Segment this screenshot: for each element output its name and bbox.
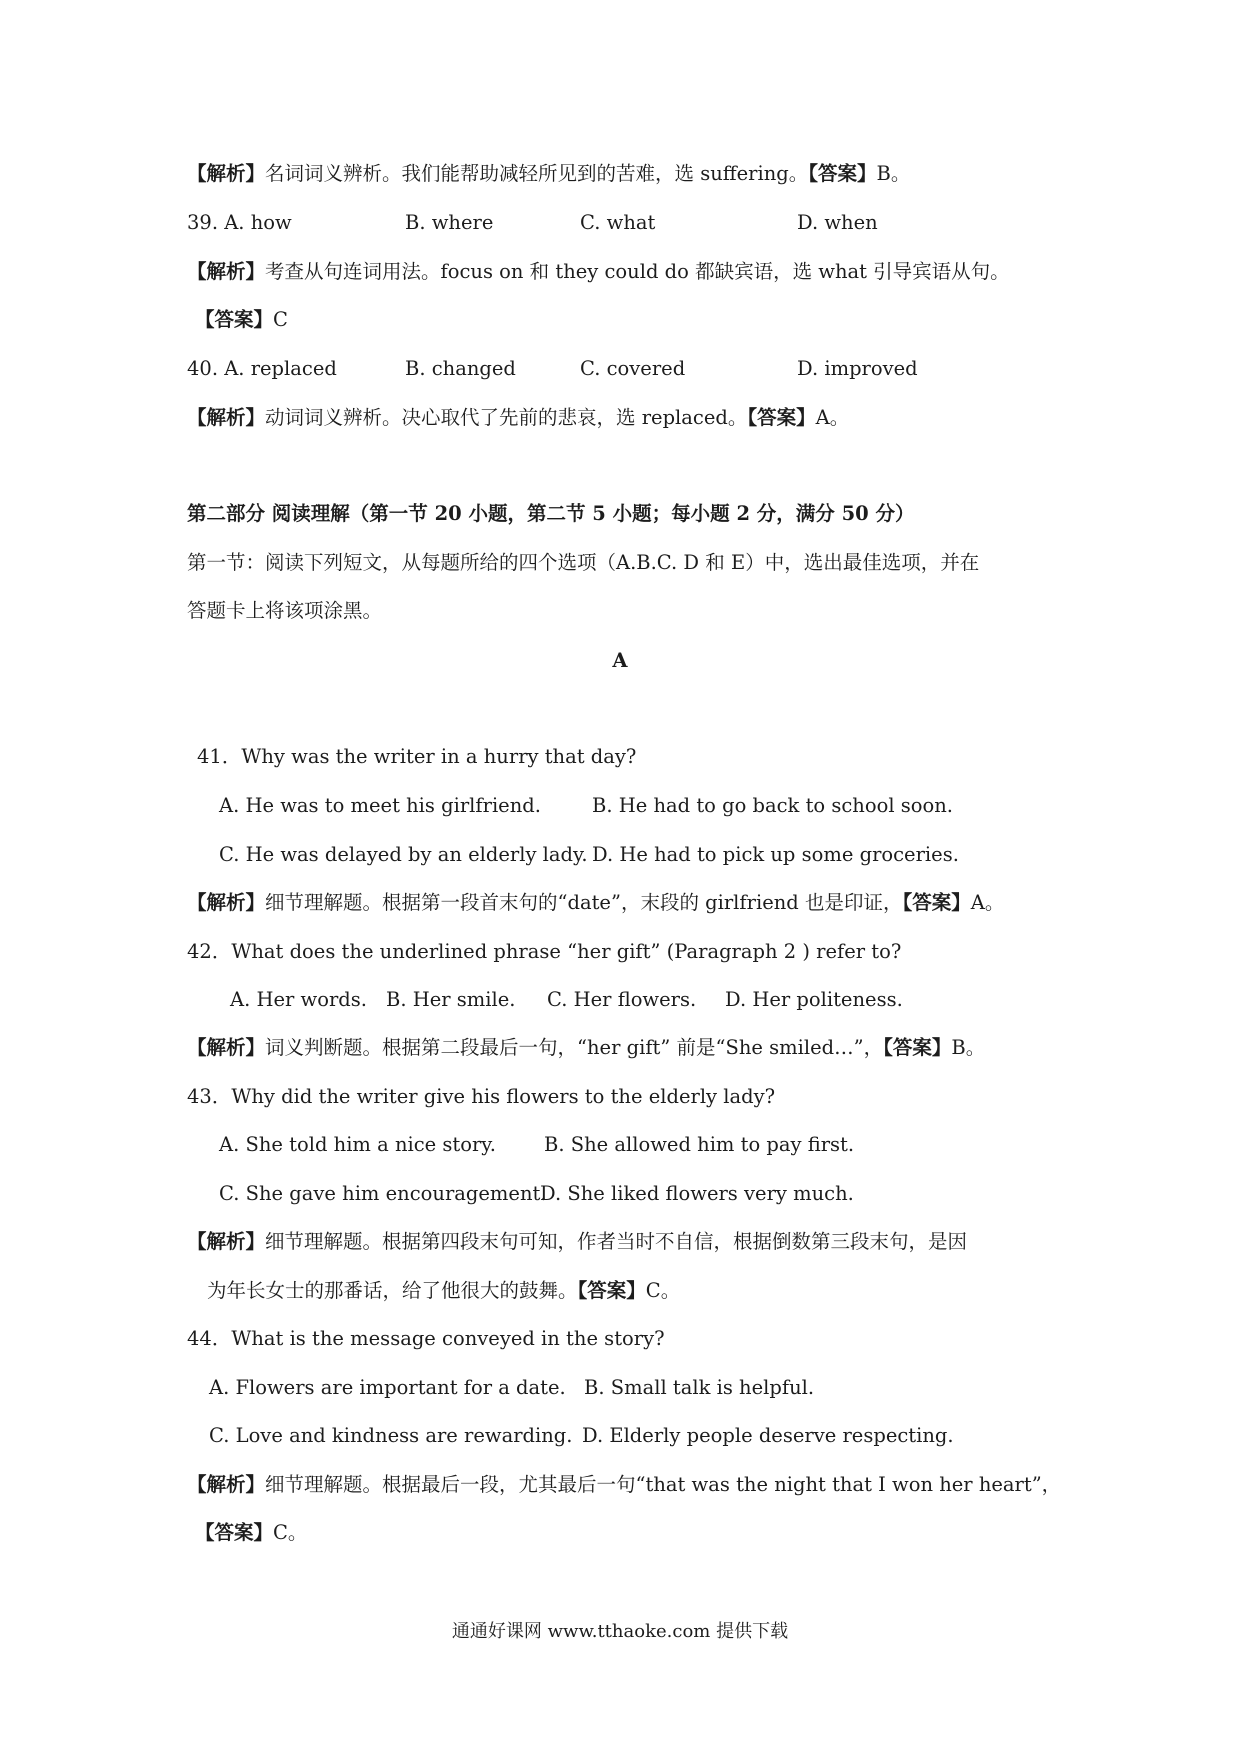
answer-tag: 【答案】 xyxy=(747,406,816,429)
analysis-line-41 xyxy=(187,893,1004,913)
analysis-line-43-cont xyxy=(207,1281,680,1301)
option-d: D. when xyxy=(797,211,878,234)
q42-option-b: B. Her smile. xyxy=(386,988,516,1011)
answer-tag: 【答案】 xyxy=(195,308,274,331)
q43-option-c: C. She gave him encouragement. xyxy=(219,1182,547,1205)
option-c: C. what xyxy=(580,211,656,234)
q44-option-a: A. Flowers are important for a date. xyxy=(209,1376,566,1399)
answer-tag: 【答案】 xyxy=(883,1036,952,1059)
answer-line-39 xyxy=(195,310,288,330)
answer-line-44 xyxy=(195,1523,307,1543)
analysis-line-40 xyxy=(187,408,849,428)
answer-value: A。 xyxy=(815,406,850,429)
answer-tag: 【答案】 xyxy=(902,891,971,914)
answer-tag: 【答案】 xyxy=(577,1279,646,1302)
answer-value: C。 xyxy=(273,1521,308,1544)
answer-value: C。 xyxy=(645,1279,681,1302)
q44-option-c: C. Love and kindness are rewarding. xyxy=(209,1424,573,1447)
option-c: C. covered xyxy=(580,357,686,380)
analysis-line-44 xyxy=(187,1475,1061,1495)
q43-option-d: D. She liked flowers very much. xyxy=(540,1182,854,1205)
question-41: 41．Why was the writer in a hurry that day? xyxy=(197,745,637,768)
part2-intro-line2: 答题卡上将该项涂黑。 xyxy=(187,599,383,622)
option-a: 39. A. how xyxy=(187,211,292,234)
answer-value: B。 xyxy=(951,1036,986,1059)
analysis-tag: 【解析】 xyxy=(187,162,266,185)
analysis-line-43 xyxy=(187,1232,967,1252)
question-43: 43．Why did the writer give his flowers to the elderly lady? xyxy=(187,1085,776,1108)
analysis-text: 考查从句连词用法。focus on 和 they could do 都缺宾语，选 what 引导宾语从句。 xyxy=(265,260,1010,283)
analysis-text: 名词词义辨析。我们能帮助减轻所见到的苦难，选 suffering。 xyxy=(265,162,809,185)
q42-option-d: D. Her politeness. xyxy=(725,988,903,1011)
answer-value: A。 xyxy=(970,891,1005,914)
analysis-line-42 xyxy=(187,1038,985,1058)
analysis-text: 为年长女士的那番话，给了他很大的鼓舞。 xyxy=(207,1279,578,1302)
q44-option-d: D. Elderly people deserve respecting. xyxy=(582,1424,954,1447)
answer-tag: 【答案】 xyxy=(195,1521,274,1544)
analysis-text: 细节理解题。根据第四段末句可知，作者当时不自信，根据倒数第三段末句，是因 xyxy=(265,1230,968,1253)
analysis-line-38 xyxy=(187,164,910,184)
analysis-tag: 【解析】 xyxy=(187,891,266,914)
analysis-tag: 【解析】 xyxy=(187,1473,266,1496)
answer-value: C xyxy=(273,308,288,331)
analysis-text: 词义判断题。根据第二段最后一句，“her gift” 前是“She smiled…”， xyxy=(265,1036,884,1059)
q41-option-b: B. He had to go back to school soon. xyxy=(592,794,953,817)
q41-option-a: A. He was to meet his girlfriend. xyxy=(219,794,541,817)
option-d: D. improved xyxy=(797,357,918,380)
analysis-tag: 【解析】 xyxy=(187,1036,266,1059)
answer-tag: 【答案】 xyxy=(808,162,877,185)
analysis-text: 动词词义辨析。决心取代了先前的悲哀，选 replaced。 xyxy=(265,406,748,429)
q43-option-a: A. She told him a nice story. xyxy=(219,1133,496,1156)
option-b: B. changed xyxy=(405,357,516,380)
q43-option-b: B. She allowed him to pay first. xyxy=(544,1133,855,1156)
analysis-text: 细节理解题。根据最后一段，尤其最后一句“that was the night that I won her heart”， xyxy=(265,1473,1062,1496)
analysis-tag: 【解析】 xyxy=(187,406,266,429)
option-b: B. where xyxy=(405,211,494,234)
q42-option-a: A. Her words. xyxy=(230,988,367,1011)
q41-option-c: C. He was delayed by an elderly lady. xyxy=(219,843,588,866)
analysis-tag: 【解析】 xyxy=(187,1230,266,1253)
q44-option-b: B. Small talk is helpful. xyxy=(584,1376,815,1399)
question-42: 42．What does the underlined phrase “her gift” (Paragraph 2 ) refer to? xyxy=(187,940,902,963)
page-footer: 通通好课网 www.tthaoke.com 提供下载 xyxy=(451,1621,789,1642)
answer-value: B。 xyxy=(876,162,911,185)
q41-option-d: D. He had to pick up some groceries. xyxy=(592,843,959,866)
analysis-tag: 【解析】 xyxy=(187,260,266,283)
option-a: 40. A. replaced xyxy=(187,357,337,380)
part2-intro-line1: 第一节：阅读下列短文，从每题所给的四个选项（A.B.C. D 和 E）中，选出最佳选项，并在 xyxy=(187,551,980,574)
analysis-line-39 xyxy=(187,262,1010,282)
q42-option-c: C. Her flowers. xyxy=(547,988,697,1011)
passage-label: A xyxy=(612,649,628,672)
part2-heading: 第二部分 阅读理解（第一节 20 小题，第二节 5 小题；每小题 2 分，满分 50 分） xyxy=(187,502,915,525)
question-44: 44．What is the message conveyed in the story? xyxy=(187,1327,665,1350)
analysis-text: 细节理解题。根据第一段首末句的“date”，末段的 girlfriend 也是印证， xyxy=(265,891,903,914)
